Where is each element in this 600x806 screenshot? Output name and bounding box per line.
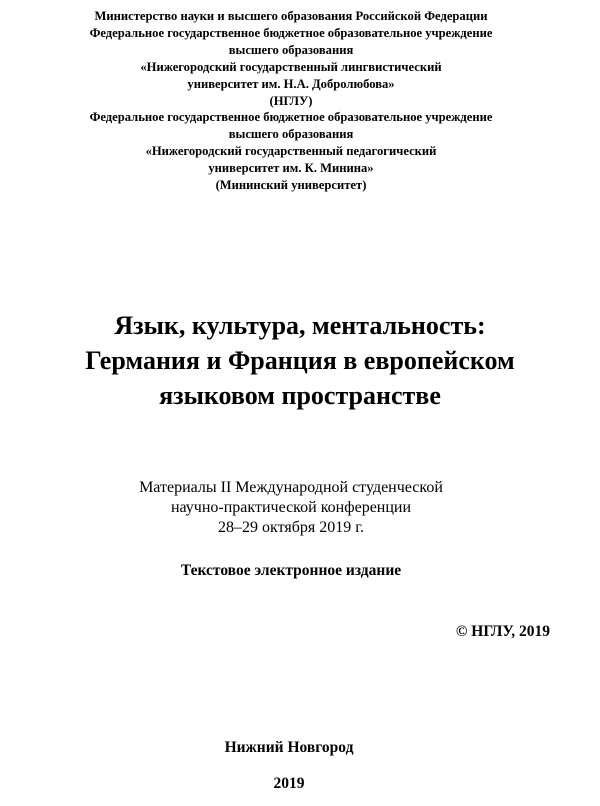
university-short-name: (Мининский университет): [215, 178, 367, 193]
conference-dates: 28–29 октября 2019 г.: [218, 519, 364, 536]
institution-type-line: Федеральное государственное бюджетное образовательное учреждение: [89, 110, 493, 125]
university-name-line: «Нижегородский государственный лингвистический: [140, 59, 442, 74]
materials-line: Материалы II Международной студенческой: [139, 479, 443, 496]
university-abbreviation: (НГЛУ): [269, 93, 313, 108]
education-level-line: высшего образования: [228, 42, 354, 57]
document-title: [0, 308, 600, 413]
education-level-line: высшего образования: [228, 127, 354, 142]
edition-type: Текстовое электронное издание: [180, 562, 402, 579]
university-name-line: университет им. К. Минина»: [208, 161, 374, 176]
title-line: Германия и Франция в европейском: [85, 346, 515, 375]
publication-city: Нижний Новгород: [224, 739, 354, 756]
copyright-notice: © НГЛУ, 2019: [455, 623, 550, 640]
publication-year: 2019: [273, 775, 305, 792]
institutions-header: [0, 8, 582, 194]
institution-type-line: Федеральное государственное бюджетное образовательное учреждение: [89, 25, 493, 40]
title-line: Язык, культура, ментальность:: [114, 311, 486, 340]
university-name-line: университет им. Н.А. Добролюбова»: [187, 76, 395, 91]
conference-materials: [0, 478, 582, 538]
ministry-line: Министерство науки и высшего образования Российской Федерации: [94, 9, 488, 23]
materials-line: научно-практической конференции: [170, 499, 412, 516]
university-name-line: «Нижегородский государственный педагогический: [145, 144, 437, 159]
title-line: языковом пространстве: [159, 381, 441, 410]
